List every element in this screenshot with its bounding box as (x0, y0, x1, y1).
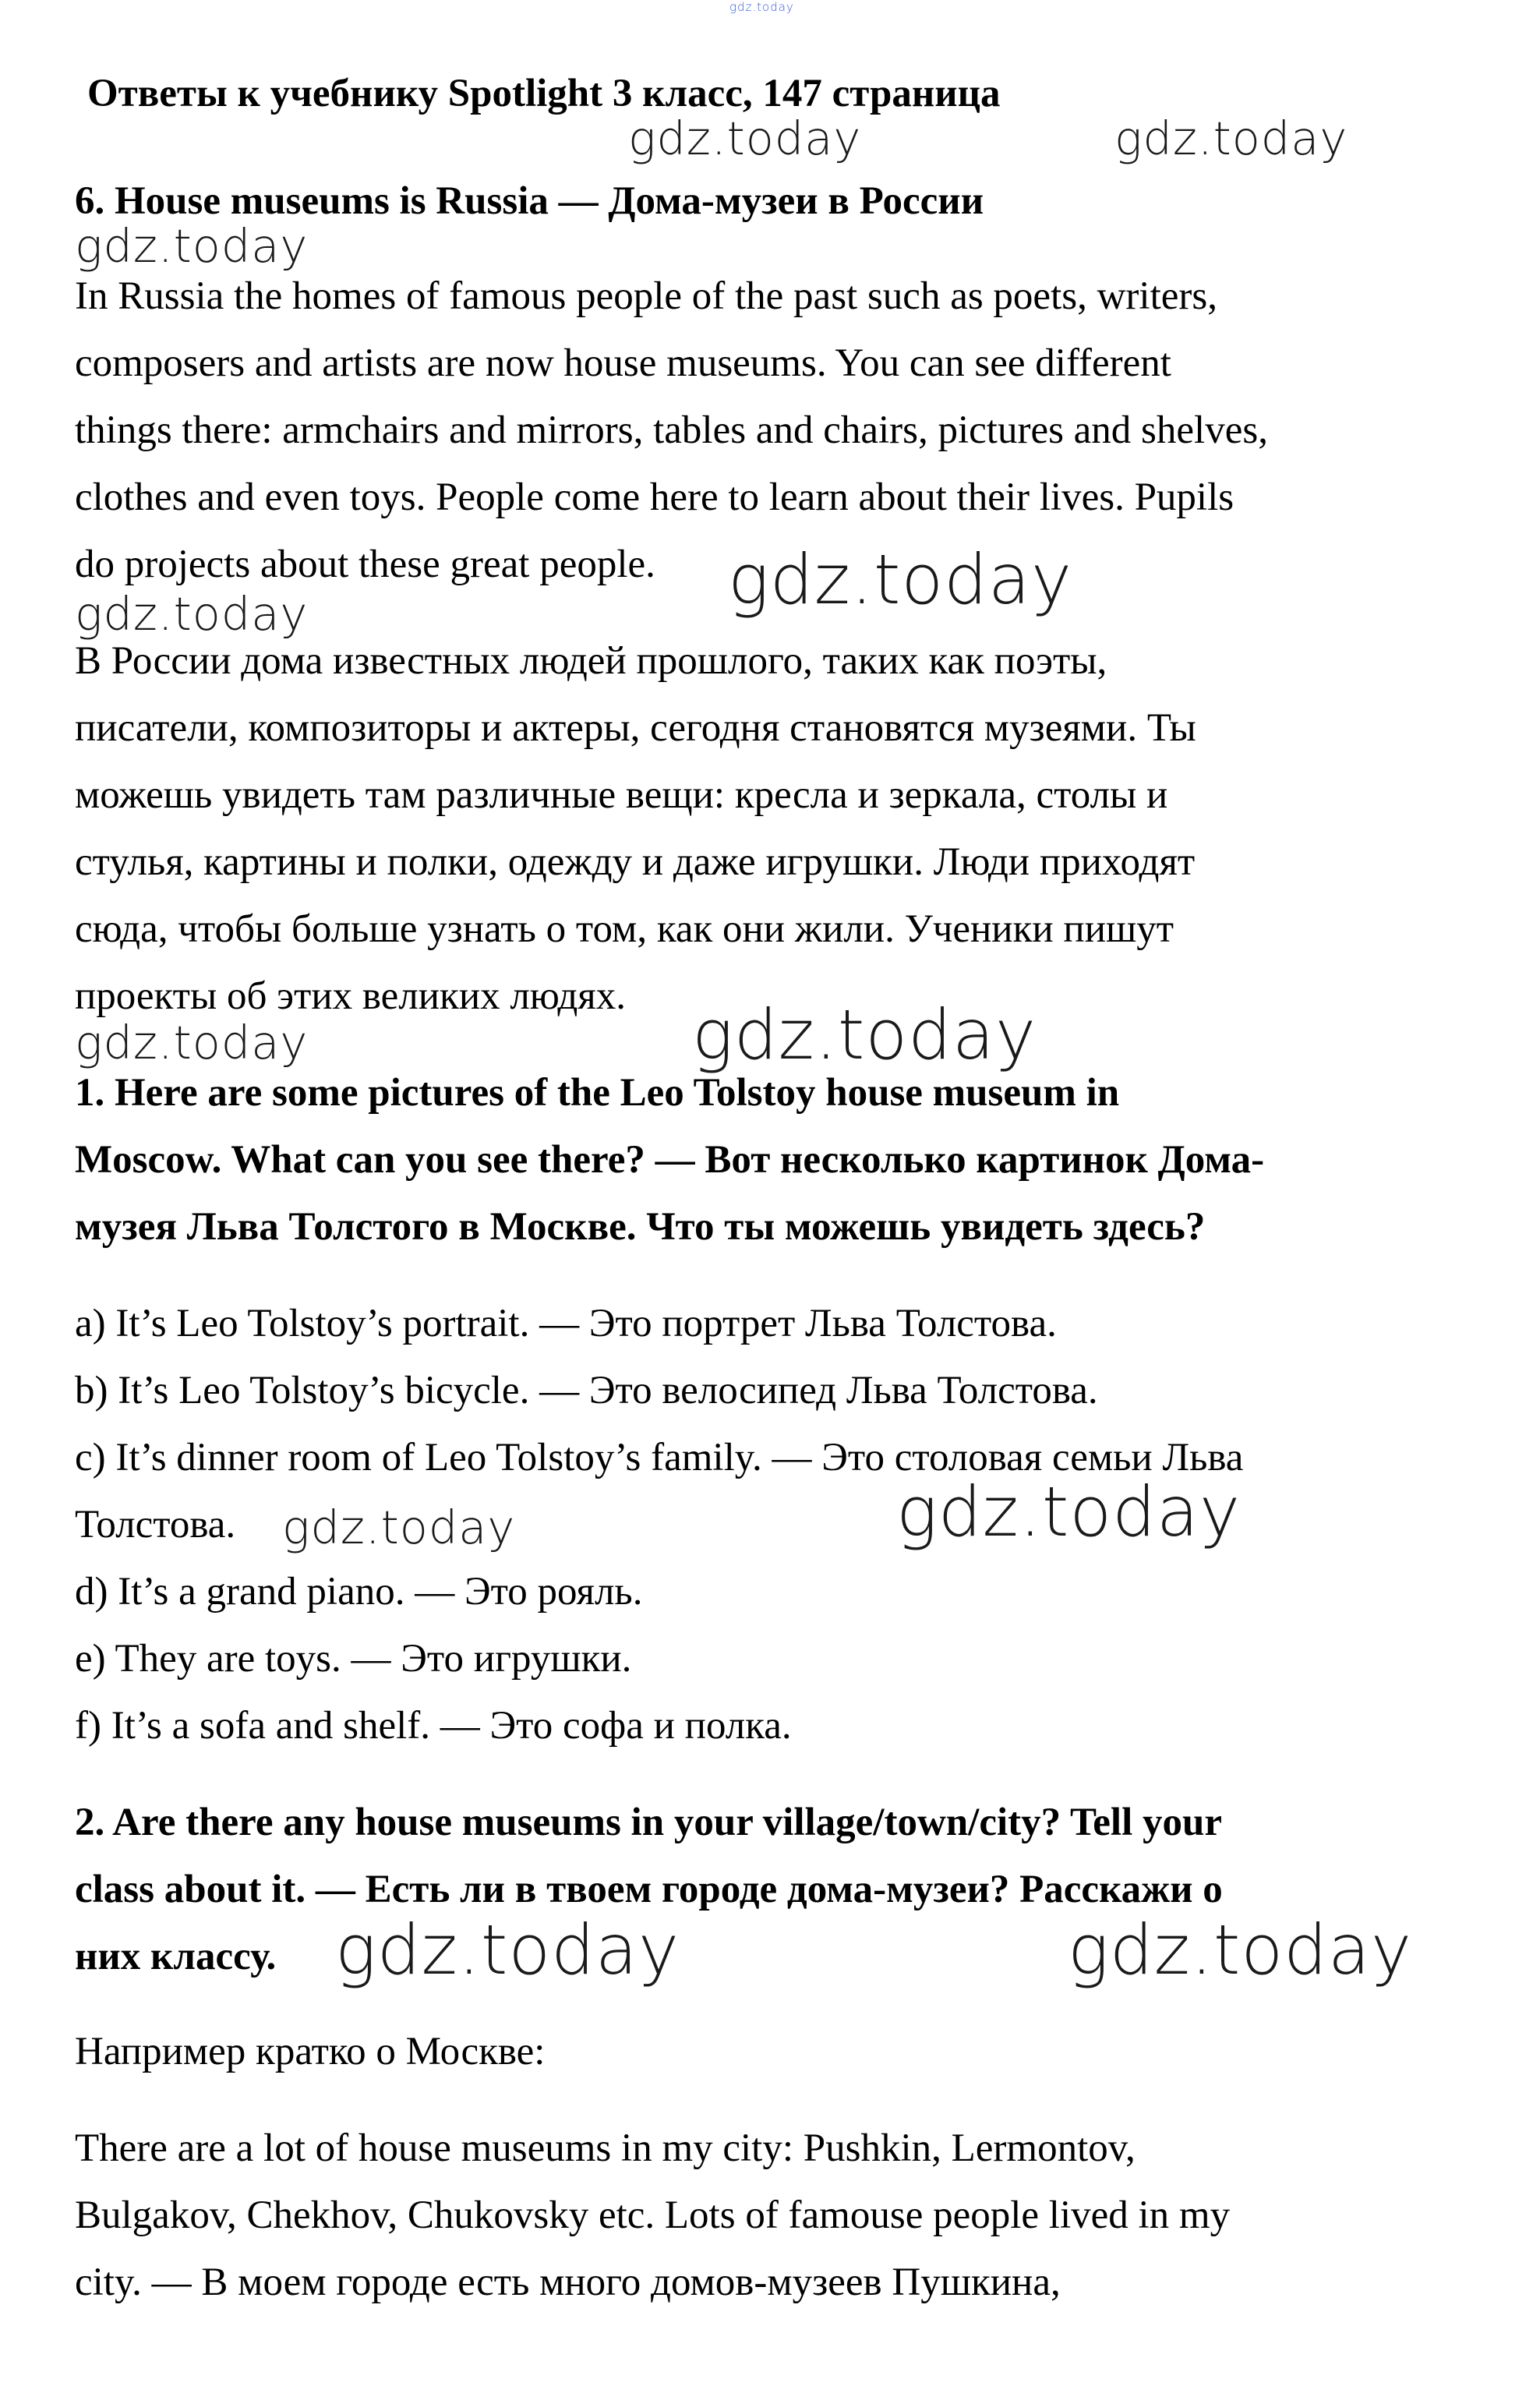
page-title: Ответы к учебнику Spotlight 3 класс, 147 страница (87, 72, 1001, 115)
watermark: gdz.today (282, 1501, 516, 1554)
watermark: gdz.today (728, 539, 1073, 620)
watermark: gdz.today (75, 587, 309, 641)
answer-line: b) It’s Leo Tolstoy’s bicycle. — Это велосипед Льва Толстова. (75, 1369, 1098, 1412)
paragraph-line: In Russia the homes of famous people of the past such as poets, writers, (75, 274, 1217, 318)
paragraph-line: do projects about these great people. (75, 543, 655, 586)
section-heading: 6. House museums is Russia — Дома-музеи в России (75, 179, 984, 223)
watermark: gdz.today (75, 1016, 309, 1069)
paragraph-line: things there: armchairs and mirrors, tables and chairs, pictures and shelves, (75, 408, 1268, 452)
answer-line: e) They are toys. — Это игрушки. (75, 1637, 632, 1681)
answer-line: f) It’s a sofa and shelf. — Это софа и полка. (75, 1704, 792, 1748)
paragraph-line: сюда, чтобы больше узнать о том, как они жили. Ученики пишут (75, 907, 1174, 951)
answer-line: d) It’s a grand piano. — Это рояль. (75, 1570, 643, 1614)
task-1-question-line: музея Льва Толстого в Москве. Что ты можешь увидеть здесь? (75, 1205, 1206, 1249)
paragraph-line: можешь увидеть там различные вещи: кресла и зеркала, столы и (75, 773, 1168, 817)
task-2-question-line: 2. Are there any house museums in your village/town/city? Tell your (75, 1801, 1223, 1844)
task-2-question-line: class about it. — Есть ли в твоем городе дома-музеи? Расскажи о (75, 1868, 1223, 1911)
watermark: gdz.today (896, 1472, 1242, 1552)
paragraph-line: clothes and even toys. People come here to learn about their lives. Pupils (75, 475, 1234, 519)
task-1-question-line: 1. Here are some pictures of the Leo Tolstoy house museum in (75, 1071, 1120, 1115)
answer-line: Толстова. (75, 1503, 236, 1546)
paragraph-line: проекты об этих великих людях. (75, 974, 626, 1018)
paragraph-line: стулья, картины и полки, одежду и даже игрушки. Люди приходят (75, 840, 1196, 884)
watermark: gdz.today (75, 219, 309, 273)
example-line: There are a lot of house museums in my city: Pushkin, Lermontov, (75, 2126, 1136, 2170)
watermark: gdz.today (628, 111, 862, 165)
top-watermark: gdz.today (729, 0, 794, 14)
example-line: Bulgakov, Chekhov, Chukovsky etc. Lots of famouse people lived in my (75, 2193, 1231, 2237)
watermark: gdz.today (1068, 1910, 1413, 1990)
example-line: city. — В моем городе есть много домов-музеев Пушкина, (75, 2261, 1061, 2304)
paragraph-line: писатели, композиторы и актеры, сегодня становятся музеями. Ты (75, 706, 1196, 750)
answer-line: a) It’s Leo Tolstoy’s portrait. — Это портрет Льва Толстова. (75, 1302, 1057, 1345)
task-1-question-line: Moscow. What can you see there? — Вот несколько картинок Дома- (75, 1138, 1265, 1182)
watermark: gdz.today (1114, 111, 1348, 165)
watermark: gdz.today (335, 1910, 680, 1990)
paragraph-line: В России дома известных людей прошлого, таких как поэты, (75, 639, 1107, 683)
watermark: gdz.today (692, 995, 1037, 1075)
example-intro: Например кратко о Москве: (75, 2030, 546, 2073)
task-2-question-line: них классу. (75, 1935, 277, 1978)
paragraph-line: composers and artists are now house museums. You can see different (75, 341, 1171, 385)
answer-line: c) It’s dinner room of Leo Tolstoy’s family. — Это столовая семьи Льва (75, 1436, 1244, 1479)
